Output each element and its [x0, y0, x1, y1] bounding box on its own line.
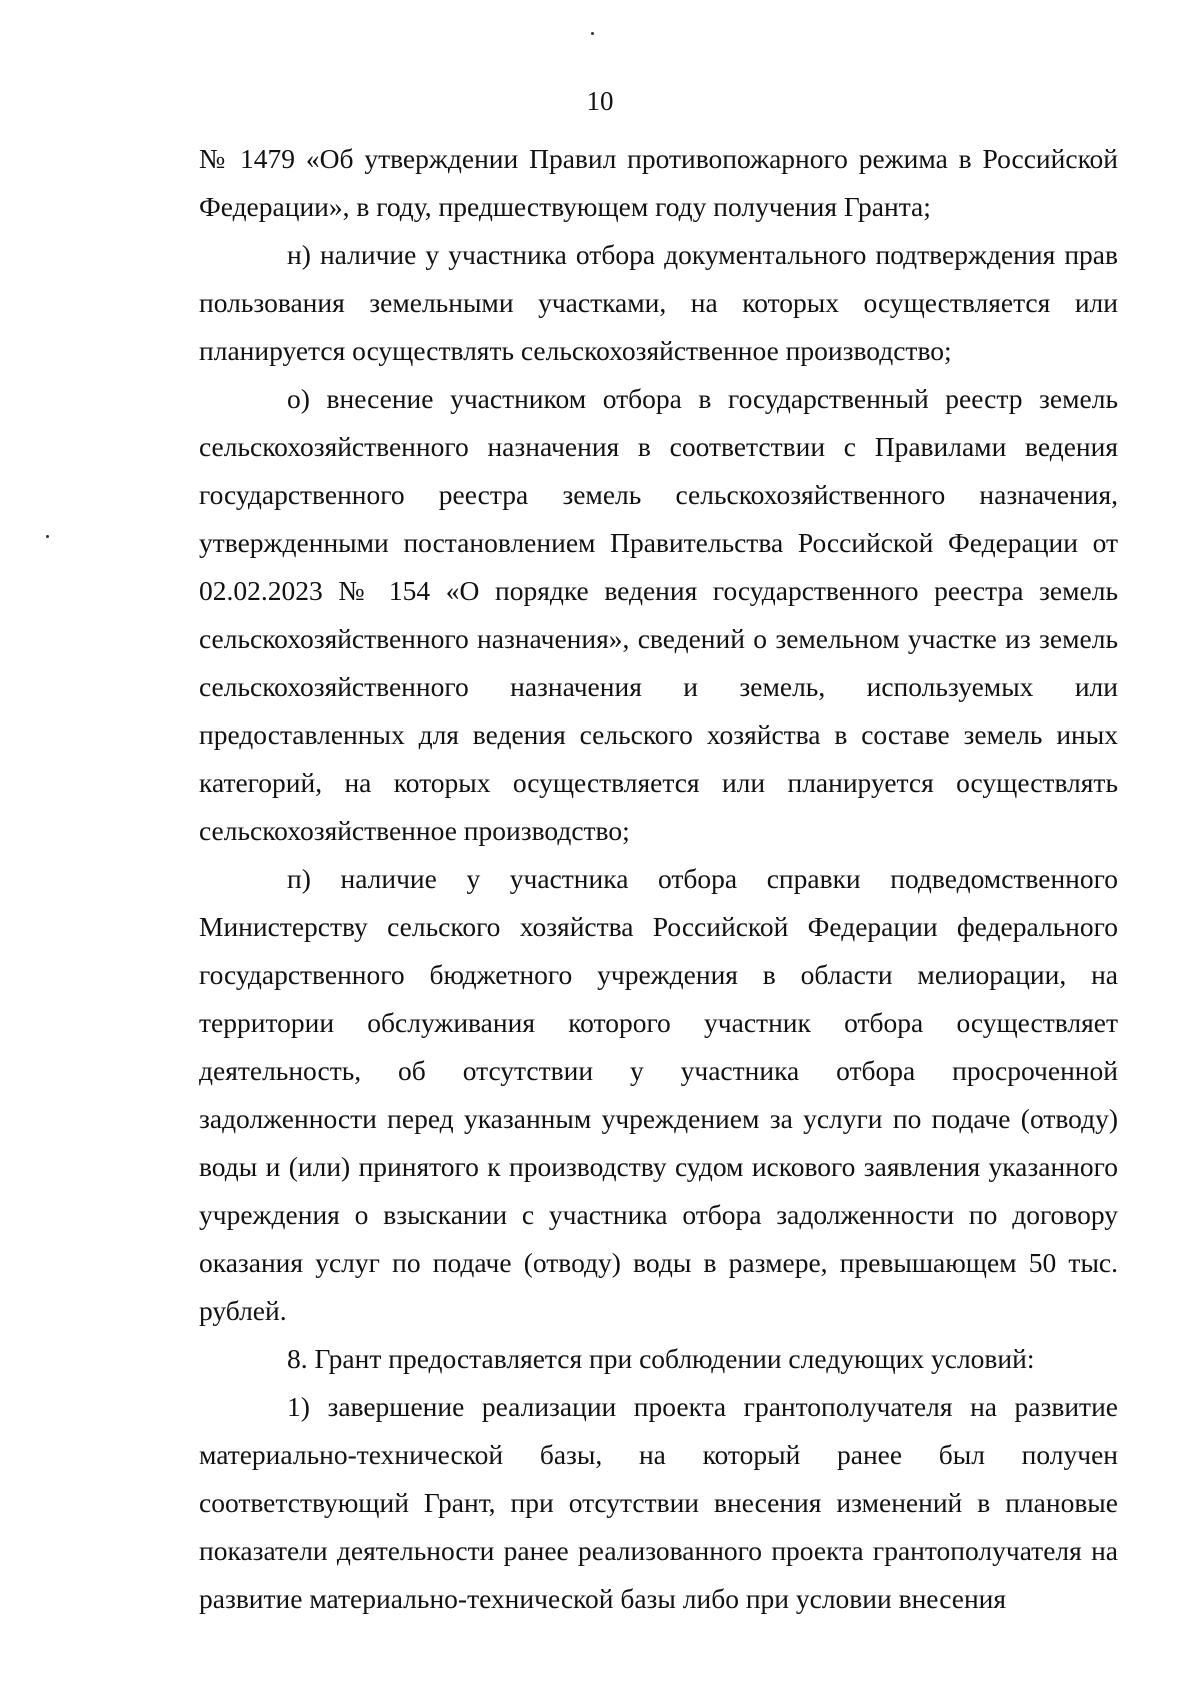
document-body — [199, 135, 1118, 1623]
page-number: 10 — [586, 86, 614, 116]
paragraph-section-8: 8. Грант предоставляется при соблюдении следующих условий: — [287, 1343, 1035, 1374]
paragraph-continuation: № 1479 «Об утверждении Правил противопожарного режима в Российской Федерации», в году, предшествующем году получения Гранта; — [199, 143, 1118, 222]
paragraph-item-o: о) внесение участником отбора в государственный реестр земель сельскохозяйственного назначения в соответствии с Правилами ведения государственного реестра земель сельскохозяйственного назначения, утвержденными постановлением Правительства Российской Федерации от 02.02.2023 № 154 «О порядке ведения государственного реестра земель сельскохозяйственного назначения», сведений о земельном участке из земель сельскохозяйственного назначения и земель, используемых или предоставленных для ведения сельского хозяйства в составе земель иных категорий, на которых осуществляется или планируется осуществлять сельскохозяйственное производство; — [199, 383, 1118, 846]
paragraph-condition-1: 1) завершение реализации проекта грантополучателя на развитие материально-технической базы, на который ранее был получен соответствующий Грант, при отсутствии внесения изменений в плановые показатели деятельности ранее реализованного проекта грантополучателя на развитие материально-технической базы либо при условии внесения — [199, 1391, 1118, 1614]
scan-speck-left — [46, 535, 49, 538]
paragraph-item-n: н) наличие у участника отбора документального подтверждения прав пользования земельными участками, на которых осуществляется или планируется осуществлять сельскохозяйственное производство; — [199, 239, 1118, 366]
paragraph-item-p: п) наличие у участника отбора справки подведомственного Министерству сельского хозяйства Российской Федерации федерального государственного бюджетного учреждения в области мелиорации, на территории обслуживания которого участник отбора осуществляет деятельность, об отсутствии у участника отбора просроченной задолженности перед указанным учреждением за услуги по подаче (отводу) воды и (или) принятого к производству судом искового заявления указанного учреждения о взыскании с участника отбора задолженности по договору оказания услуг по подаче (отводу) воды в размере, превышающем 50 тыс. рублей. — [199, 863, 1118, 1326]
scan-speck-top — [591, 32, 594, 35]
